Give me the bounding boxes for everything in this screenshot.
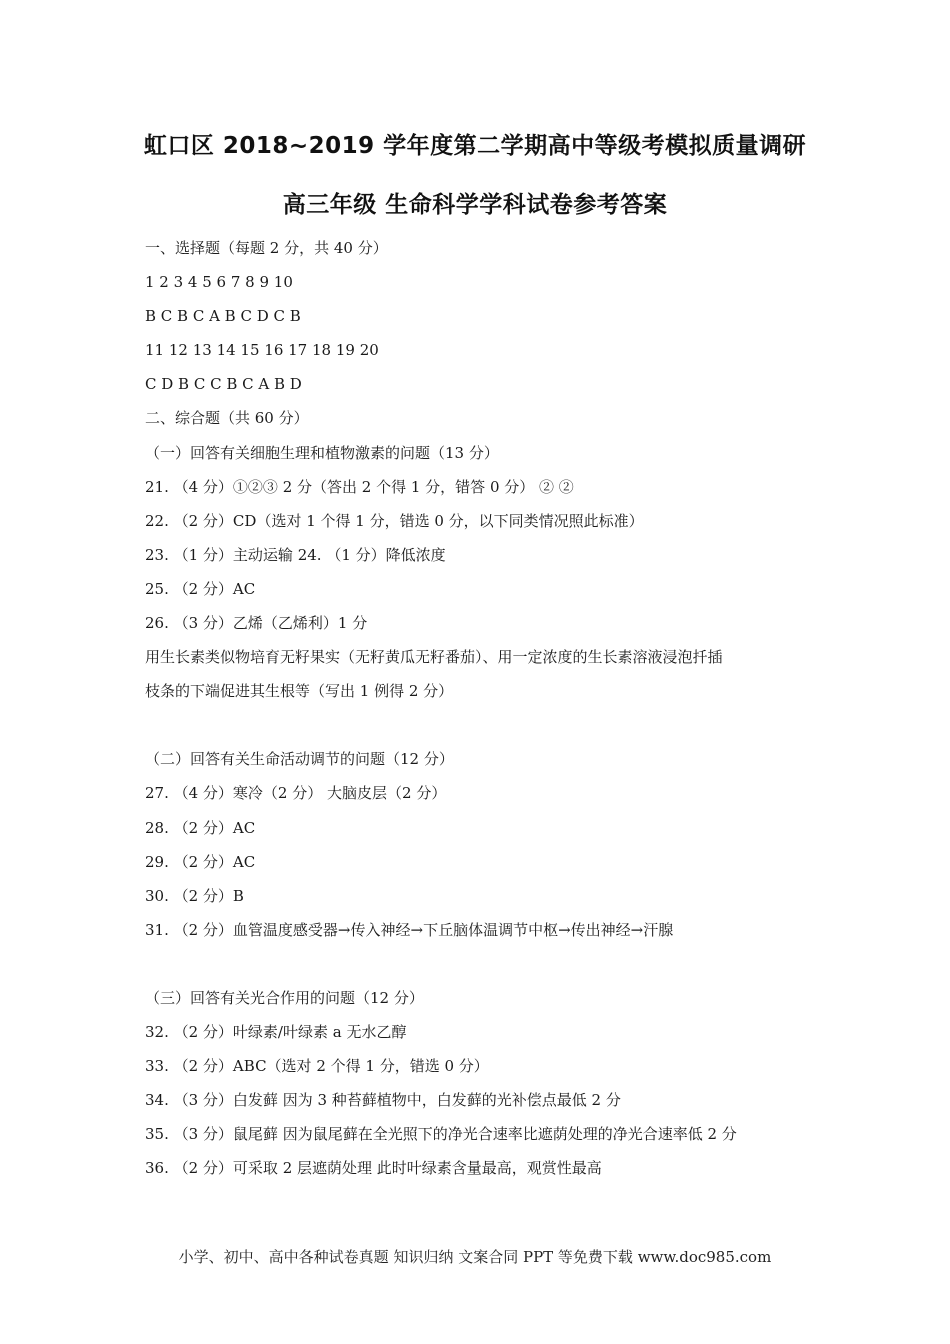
- answer-content: [145, 237, 825, 1191]
- answer-line: 33. （2 分）ABC（选对 2 个得 1 分，错选 0 分）: [145, 1057, 489, 1076]
- answer-line: C D B C C B C A B D: [145, 375, 302, 394]
- answer-line: 32. （2 分）叶绿素/叶绿素 a 无水乙醇: [145, 1022, 407, 1041]
- answer-line: 34. （3 分）白发藓 因为 3 种苔藓植物中，白发藓的光补偿点最低 2 分: [145, 1091, 621, 1110]
- answer-line: 27. （4 分）寒冷（2 分） 大脑皮层（2 分）: [145, 784, 447, 803]
- answer-line: 35. （3 分）鼠尾藓 因为鼠尾藓在全光照下的净光合速率比遮荫处理的净光合速率低 2 分: [145, 1125, 737, 1144]
- answer-line: 11 12 13 14 15 16 17 18 19 20: [145, 341, 379, 360]
- answer-line: 26. （3 分）乙烯（乙烯利）1 分: [145, 614, 368, 633]
- page-title: 虹口区 2018~2019 学年度第二学期高中等级考模拟质量调研: [143, 133, 807, 159]
- answer-line: 23. （1 分）主动运输 24. （1 分）降低浓度: [145, 545, 446, 564]
- answer-line: 28. （2 分）AC: [145, 818, 256, 837]
- answer-line: （一）回答有关细胞生理和植物激素的问题（13 分）: [145, 443, 499, 462]
- page-subtitle: 高三年级 生命科学学科试卷参考答案: [282, 192, 668, 218]
- answer-line: 30. （2 分）B: [145, 886, 244, 905]
- answer-line: （二）回答有关生命活动调节的问题（12 分）: [145, 750, 454, 769]
- answer-line: 二、综合题（共 60 分）: [145, 409, 309, 428]
- answer-line: B C B C A B C D C B: [145, 307, 301, 326]
- answer-line: 21. （4 分）①②③ 2 分（答出 2 个得 1 分，错答 0 分） ② ②: [145, 477, 574, 496]
- answer-line: 22. （2 分）CD（选对 1 个得 1 分，错选 0 分，以下同类情况照此标准）: [145, 511, 644, 530]
- answer-line: （三）回答有关光合作用的问题（12 分）: [145, 988, 424, 1007]
- answer-line: 25. （2 分）AC: [145, 579, 256, 598]
- answer-line: 29. （2 分）AC: [145, 852, 256, 871]
- answer-line: 1 2 3 4 5 6 7 8 9 10: [145, 273, 293, 292]
- answer-line: 用生长素类似物培育无籽果实（无籽黄瓜无籽番茄）、用一定浓度的生长素溶液浸泡扦插: [145, 648, 723, 667]
- answer-line: 一、选择题（每题 2 分，共 40 分）: [145, 239, 388, 257]
- answer-line: 枝条的下端促进其生根等（写出 1 例得 2 分）: [145, 682, 454, 701]
- answer-line: 31. （2 分）血管温度感受器→传入神经→下丘脑体温调节中枢→传出神经→汗腺: [145, 920, 674, 939]
- answer-line: 36. （2 分）可采取 2 层遮荫处理 此时叶绿素含量最高，观赏性最高: [145, 1159, 602, 1178]
- footer-text: 小学、初中、高中各种试卷真题 知识归纳 文案合同 PPT 等免费下载 www.doc985.com: [178, 1248, 772, 1266]
